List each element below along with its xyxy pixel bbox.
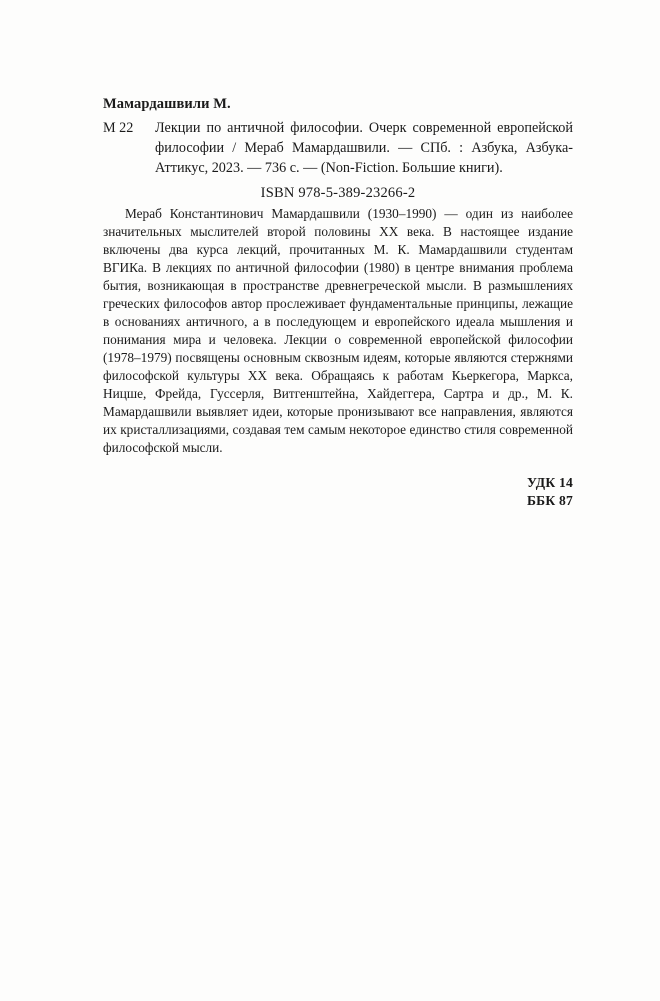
- cip-record: [103, 119, 573, 178]
- bbk-code: ББК 87: [526, 493, 573, 509]
- cip-bibliographic-description: Лекции по античной философии. Очерк современной европейской философии / Мераб Мамардашвили. — СПб. : Азбука, Азбука-Аттикус, 2023. — 736 с. — (Non-Fiction. Большие книги).: [155, 120, 573, 176]
- cip-classification-code: М 22: [103, 120, 134, 137]
- isbn-line: ISBN 978-5-389-23266-2: [260, 185, 416, 202]
- author-heading: Мамардашвили М.: [103, 96, 231, 112]
- classifier-block: [103, 474, 573, 510]
- udk-code: УДК 14: [526, 475, 573, 491]
- book-annotation: Мераб Константинович Мамардашвили (1930–1990) — один из наиболее значительных мыслителей второй половины XX века. В настоящее издание включены два курса лекций, прочитанных М. К. Мамардашвили студентам ВГИКа. В лекциях по античной философии (1980) в центре внимания проблема бытия, возникающая в пространстве древнегреческой мысли. В размышлениях греческих философов автор прослеживает фундаментальные принципы, лежащие в основаниях античного, а в последующем и европейского идеала мышления и понимания мира и человека. Лекции о современной европейской философии (1978–1979) посвящены основным сквозным идеям, которые являются стержнями философской культуры XX века. Обращаясь к работам Кьеркегора, Маркса, Ницше, Фрейда, Гуссерля, Витгенштейна, Хайдеггера, Сартра и др., М. К. Мамардашвили выявляет идеи, которые пронизывают все направления, являются их кристаллизациями, создавая тем самым некоторое единство стиля современной философской мысли.: [103, 206, 573, 456]
- cip-content-block: [103, 96, 573, 510]
